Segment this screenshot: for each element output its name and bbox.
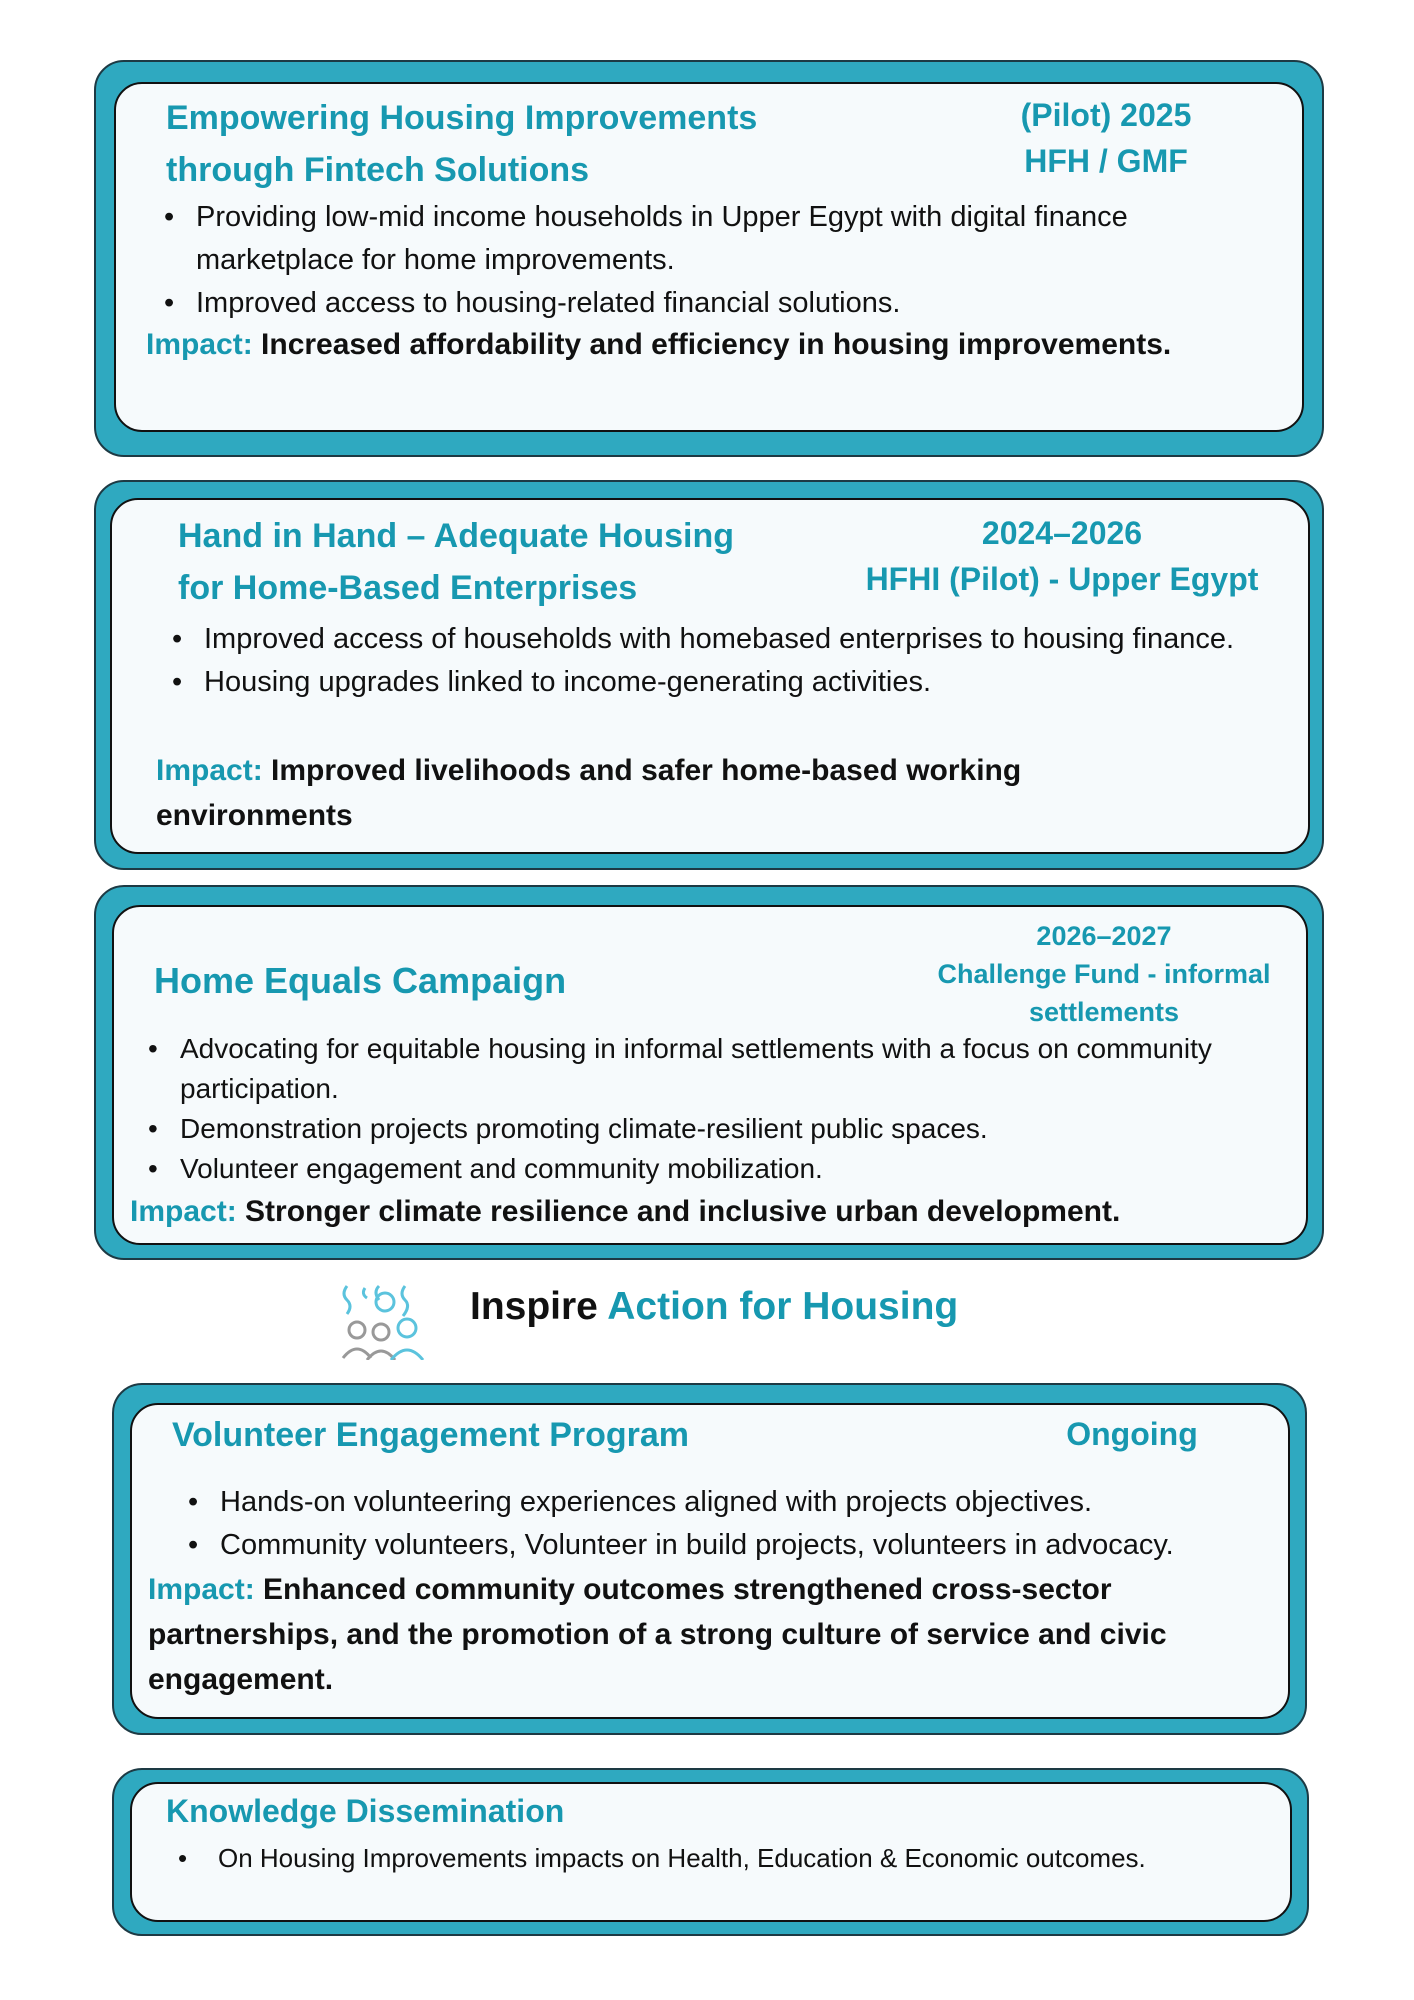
bullet-item: • Demonstration projects promoting climate-resilient public spaces. <box>148 1109 1258 1149</box>
title-line: for Home-Based Enterprises <box>178 569 638 607</box>
title-line: Knowledge Dissemination <box>166 1793 565 1829</box>
bullet-item: • Advocating for equitable housing in informal settlements with a focus on community participation. <box>148 1029 1258 1109</box>
bullet-list <box>178 1840 1178 1877</box>
bullet-item: • Improved access to housing-related financial solutions. <box>164 282 1274 325</box>
card-meta <box>852 510 1272 602</box>
card-title <box>154 955 566 1007</box>
meta-line: Ongoing <box>1066 1416 1198 1452</box>
bullet-list <box>172 618 1282 704</box>
bullet-item: • Volunteer engagement and community mobilization. <box>148 1149 1258 1189</box>
impact-label: Impact: <box>148 1573 255 1606</box>
impact-text: Increased affordability and efficiency in housing improvements. <box>261 328 1172 361</box>
meta-line: Challenge Fund - informal <box>937 959 1271 989</box>
meta-line: HFHI (Pilot) - Upper Egypt <box>865 561 1259 597</box>
bullet-item: • Community volunteers, Volunteer in build projects, volunteers in advocacy. <box>188 1524 1288 1567</box>
bullet-list <box>148 1029 1258 1189</box>
meta-line: 2024–2026 <box>981 515 1143 551</box>
title-line: Empowering Housing Improvements <box>166 99 758 137</box>
meta-line: 2026–2027 <box>1036 921 1172 951</box>
bullet-item: • Improved access of households with homebased enterprises to housing finance. <box>172 618 1282 661</box>
meta-line: HFH / GMF <box>1024 143 1188 179</box>
bullet-item: • Providing low-mid income households in Upper Egypt with digital finance marketplace for home improvements. <box>164 196 1274 282</box>
card-meta <box>1032 1411 1232 1457</box>
title-line: Volunteer Engagement Program <box>172 1416 690 1454</box>
card-body <box>110 498 1310 854</box>
card-meta <box>996 92 1216 184</box>
card-body <box>130 1403 1290 1719</box>
bullet-item: • Housing upgrades linked to income-generating activities. <box>172 661 1282 704</box>
impact-statement <box>130 1189 1280 1234</box>
bullet-item: • On Housing Improvements impacts on Health, Education & Economic outcomes. <box>178 1840 1178 1877</box>
impact-statement <box>148 1567 1268 1702</box>
title-line: through Fintech Solutions <box>166 151 590 189</box>
project-card-fintech <box>94 60 1324 457</box>
impact-label: Impact: <box>130 1195 237 1228</box>
card-body <box>114 82 1304 432</box>
card-title <box>166 1788 564 1834</box>
impact-statement <box>156 748 1206 838</box>
project-card-home-equals <box>94 885 1324 1260</box>
impact-text: Stronger climate resilience and inclusive urban development. <box>245 1195 1121 1228</box>
impact-text: Improved livelihoods and safer home-based working environments <box>156 754 1022 832</box>
community-people-icon <box>335 1280 435 1360</box>
bullet-list <box>188 1481 1288 1567</box>
project-card-hand-in-hand <box>94 480 1324 870</box>
impact-label: Impact: <box>146 328 253 361</box>
section-heading <box>470 1285 958 1329</box>
card-title <box>166 92 757 196</box>
impact-label: Impact: <box>156 754 263 787</box>
card-body <box>130 1782 1292 1922</box>
program-card-knowledge <box>112 1768 1309 1936</box>
program-card-volunteer <box>112 1383 1307 1735</box>
bullet-list <box>164 196 1274 325</box>
meta-line: (Pilot) 2025 <box>1020 97 1192 133</box>
bullet-item: • Hands-on volunteering experiences aligned with projects objectives. <box>188 1481 1288 1524</box>
title-line: Home Equals Campaign <box>154 960 567 1001</box>
card-body <box>112 905 1308 1245</box>
impact-text: Enhanced community outcomes strengthened cross-sector partnerships, and the promotion of a strong culture of service and civic engagement. <box>148 1573 1167 1696</box>
section-heading-accent: Action for Housing <box>607 1285 959 1328</box>
card-title <box>178 510 734 614</box>
title-line: Hand in Hand – Adequate Housing <box>178 517 734 555</box>
card-title <box>172 1409 689 1461</box>
card-meta <box>924 917 1284 1031</box>
meta-line: settlements <box>1028 997 1180 1027</box>
section-heading-lead: Inspire <box>470 1285 598 1328</box>
impact-statement <box>146 322 1246 367</box>
